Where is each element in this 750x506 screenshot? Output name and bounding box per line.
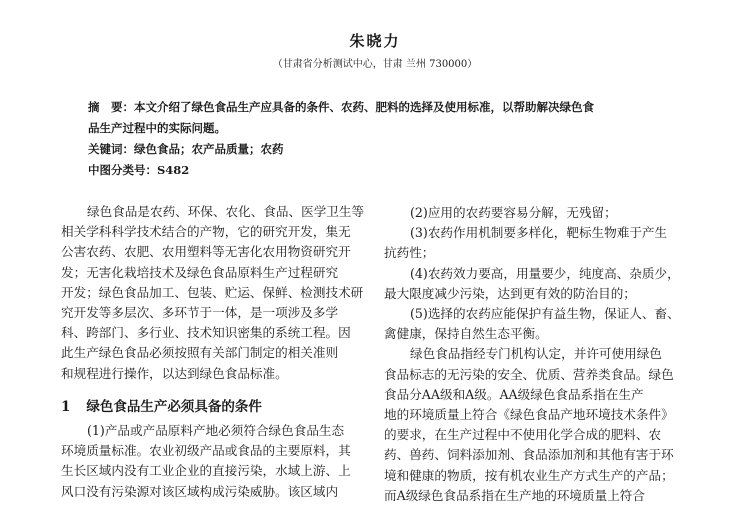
section-line: 生长区域内没有工业企业的直接污染，水域上游、上 <box>61 463 351 479</box>
right-line: (3)农药作用机制要多样化，靶标生物难于产生 <box>410 225 668 241</box>
abstract-line-1 <box>88 97 594 118</box>
right-line: 最大限度减少污染，达到更有效的防治目的； <box>384 285 636 301</box>
keywords-line <box>88 139 594 160</box>
section-line: (1)产品或产品原料产地必须符合绿色食品生态 <box>87 423 345 439</box>
intro-line: 发；无害化栽培技术及绿色食品原料生产过程研究 <box>61 264 339 280</box>
right-line: 绿色食品指经专门机构认定，并许可使用绿色 <box>410 346 662 362</box>
section-title: 绿色食品生产必须具备的条件 <box>86 398 262 415</box>
section-line: 风口没有污染源对该区域构成污染威胁。该区域内 <box>61 483 339 499</box>
section-line: 环境质量标准。农业初级产品或食品的主要原料，其 <box>61 443 351 459</box>
right-line: 食品标志的无污染的安全、优质、营养类食品。绿色 <box>384 366 674 382</box>
author-affiliation: （甘肃省分析测试中心，甘肃 兰州 730000） <box>272 59 478 70</box>
left-column <box>61 202 364 502</box>
section-number: 1 <box>61 398 71 415</box>
right-line: 药、兽药、饲料添加剂、食品添加剂和其他有害于环 <box>384 447 674 463</box>
right-line: 地的环境质量上符合《绿色食品产地环境技术条件》 <box>384 407 674 423</box>
right-line: (5)选择的农药应能保护有益生物，保证人、畜、 <box>410 306 680 322</box>
section-heading <box>61 397 364 417</box>
right-column <box>384 203 680 506</box>
right-line: 抗药性； <box>384 245 435 261</box>
classification-line <box>88 160 594 181</box>
right-line: (4)农药效力要高，用量要少，纯度高、杂质少， <box>410 265 680 281</box>
intro-line: 科、跨部门、多行业、技术知识密集的系统工程。因 <box>61 325 351 341</box>
right-line: 禽健康，保持自然生态平衡。 <box>384 326 548 342</box>
intro-line: 绿色食品是农药、环保、农化、食品、医学卫生等 <box>87 204 365 219</box>
abstract-text-1: 本文介绍了绿色食品生产应具备的条件、农药、肥料的选择及使用标准，以帮助解决绿色食 <box>134 100 594 114</box>
keywords-label: 关键词： <box>88 142 134 156</box>
intro-line: 此生产绿色食品必须按照有关部门制定的相关准则 <box>61 345 339 361</box>
right-line: 而A级绿色食品系指在生产地的环境质量上符合 <box>384 487 645 503</box>
right-line: 境和健康的物质，按有机农业生产方式生产的产品； <box>384 467 674 483</box>
intro-line: 相关学科科学技术结合的产物，它的研究开发，集无 <box>61 224 351 240</box>
right-line: 食品分AA级和A级。AA级绿色食品系指在生产 <box>384 386 644 402</box>
right-line: (2)应用的农药要容易分解，无残留； <box>410 205 617 220</box>
right-line: 的要求，在生产过程中不使用化学合成的肥料、农 <box>384 427 662 443</box>
intro-line: 和规程进行操作，以达到绿色食品标准。 <box>61 365 288 381</box>
abstract-line-2: 品生产过程中的实际问题。 <box>88 121 226 135</box>
classification-label: 中图分类号： <box>88 163 157 177</box>
author-name: 朱晓力 <box>349 32 401 50</box>
intro-line: 开发；绿色食品加工、包装、贮运、保鲜、检测技术研 <box>61 284 364 300</box>
intro-line: 究开发等多层次、多环节于一体，是一项涉及多学 <box>61 305 339 321</box>
classification-text: S482 <box>157 163 190 177</box>
abstract-label: 摘 要： <box>88 100 134 114</box>
intro-line: 公害农药、农肥、农用塑料等无害化农用物资研究开 <box>61 244 351 260</box>
abstract-block <box>88 97 594 181</box>
keywords-text: 绿色食品；农产品质量；农药 <box>134 142 284 156</box>
